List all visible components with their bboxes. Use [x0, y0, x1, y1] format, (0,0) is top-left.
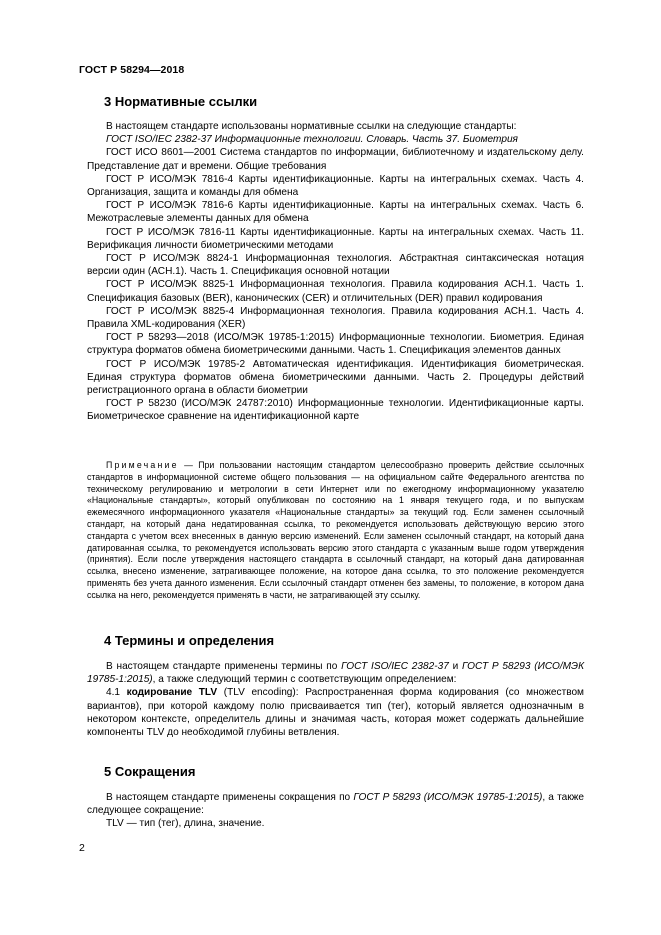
abbreviation-item: TLV — тип (тег), длина, значение. — [106, 818, 265, 830]
note-text: — При пользовании настоящим стандартом целесообразно проверить действие ссылочных стандартов в информационной системе общего пользования — на официальном сайте Федерального агентства по техническому регулированию и метрологии в сети Интернет или по ежегодному информационному указателю «Национальные стандарты», который опубликован по состоянию на 1 января текущего года, и по выпускам ежемесячного информационного указателя «Национальные стандарты» за текущий год. Если заменен ссылочный стандарт, на который дана недатированная ссылка, то рекомендуется использовать действующую версию этого стандарта с учетом всех внесенных в данную версию изменений. Если заменен ссылочный стандарт, на который дана датированная ссылка, то рекомендуется использовать версию этого стандарта с указанным выше годом утверждения (принятия). Если после утверждения настоящего стандарта в ссылочный стандарт, на который дана датированная ссылка, внесено изменение, затрагивающее положение, на которое дана ссылка, то это положение рекомендуется применять без учета данного изменения. Если ссылочный стандарт отменен без замены, то положение, в котором дана ссылка на него, рекомендуется применять в части, не затрагивающей эту ссылку. — [87, 460, 584, 600]
section-3-intro: В настоящем стандарте использованы нормативные ссылки на следующие стандарты: — [106, 121, 517, 132]
reference-item: ГОСТ Р 58293—2018 (ИСО/МЭК 19785-1:2015) Информационные технологии. Биометрия. Единая структура форматов обмена биометрическими данными. Часть 1. Спецификация элементов данных — [87, 332, 584, 357]
section-3-heading: 3 Нормативные ссылки — [104, 94, 258, 109]
page-number: 2 — [79, 842, 85, 854]
reference-item: ГОСТ Р ИСО/МЭК 8825-1 Информационная технология. Правила кодирования АСН.1. Часть 1. Спецификация базовых (BER), канонических (CER) и отличительных (DER) правил кодирования — [87, 279, 584, 304]
reference-item: ГОСТ Р 58230 (ИСО/МЭК 24787:2010) Информационные технологии. Идентификационные карты. Биометрическое сравнение на идентификационной карте — [87, 398, 584, 423]
section-5-body — [87, 791, 584, 831]
reference-item: ГОСТ Р ИСО/МЭК 7816-11 Карты идентификационные. Карты на интегральных схемах. Часть 11. Верификация личности биометрическими методами — [87, 226, 584, 251]
section-4-intro: В настоящем стандарте применены термины по ГОСТ ISO/IEC 2382-37 и ГОСТ Р 58293 (ИСО/МЭК 19785-1:2015), а также следующий термин с соответствующим определением: — [87, 661, 585, 686]
term-definition: 4.1 кодирование TLV (TLV encoding): Распространенная форма кодирования (со множеством вариантов), при которой каждому полю присваивается тип (тег), который является однозначным в некотором контексте, определитель длины и значимая часть, которая может содержать дальнейшие компоненты TLV до необходимой глубины ветвления. — [87, 687, 585, 739]
section-4-heading: 4 Термины и определения — [104, 633, 275, 648]
reference-item: ГОСТ Р ИСО/МЭК 19785-2 Автоматическая идентификация. Идентификация биометрическая. Единая структура форматов обмена биометрическими данными. Часть 2. Процедуры действий регистрационного органа в области биометрии — [87, 358, 584, 397]
section-3-body — [87, 120, 584, 424]
reference-item: ГОСТ Р ИСО/МЭК 7816-6 Карты идентификационные. Карты на интегральных схемах. Часть 6. Межотраслевые элементы данных для обмена — [87, 200, 584, 225]
reference-item: ГОСТ Р ИСО/МЭК 8824-1 Информационная технология. Абстрактная синтаксическая нотация версии один (АСН.1). Часть 1. Спецификация основной нотации — [87, 253, 584, 278]
reference-item: ГОСТ ISO/IEC 2382-37 Информационные технологии. Словарь. Часть 37. Биометрия — [106, 134, 518, 146]
note-block — [87, 460, 584, 602]
note-label: Примечание — [106, 460, 179, 470]
section-4-body — [87, 660, 584, 739]
reference-item: ГОСТ Р ИСО/МЭК 8825-4 Информационная технология. Правила кодирования АСН.1. Часть 4. Правила XML-кодирования (XER) — [87, 305, 584, 331]
section-5-heading: 5 Сокращения — [104, 764, 196, 779]
term-name: кодирование TLV — [126, 687, 218, 699]
reference-item: ГОСТ ИСО 8601—2001 Система стандартов по информации, библиотечному и издательскому делу. Представление дат и времени. Общие требования — [87, 147, 584, 172]
document-header: ГОСТ Р 58294—2018 — [79, 64, 185, 76]
section-5-intro: В настоящем стандарте применены сокращения по ГОСТ Р 58293 (ИСО/МЭК 19785-1:2015), а также следующее сокращение: — [87, 792, 584, 817]
reference-item: ГОСТ Р ИСО/МЭК 7816-4 Карты идентификационные. Карты на интегральных схемах. Часть 4. Организация, защита и команды для обмена — [87, 173, 584, 199]
